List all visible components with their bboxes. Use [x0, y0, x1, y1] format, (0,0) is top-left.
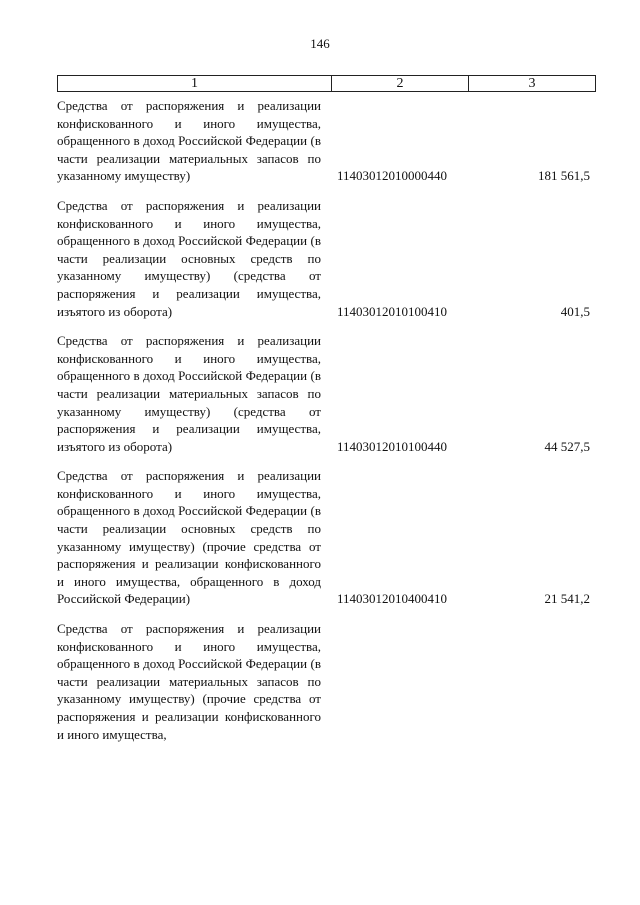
row-description: Средства от распоряжения и реализации конфискованного и иного имущества, обращенного в доход Российской Федерации (в части реализации материальных запасов по указанному имуществу): [57, 98, 321, 184]
row-amount: 21 541,2: [544, 591, 590, 607]
table-row: [57, 332, 596, 455]
table-body: [57, 97, 596, 755]
table-row: [57, 467, 596, 608]
row-code: 11403012010400410: [337, 591, 448, 607]
row-amount: 401,5: [560, 303, 590, 319]
table-header: [57, 75, 596, 92]
row-description: Средства от распоряжения и реализации конфискованного и иного имущества, обращенного в доход Российской Федерации (в части реализации основных средств по указанному имуществу) (средства от распоряжения и реализации имущества, изъятого из оборота): [57, 197, 321, 319]
row-code: 11403012010100410: [337, 303, 448, 319]
row-amount: 181 561,5: [538, 168, 590, 184]
row-code: 11403012010100440: [337, 438, 448, 454]
header-col-1: 1: [58, 76, 332, 91]
row-code: 11403012010000440: [337, 168, 448, 184]
page-number: 146: [310, 36, 330, 51]
header-col-3: 3: [528, 75, 536, 91]
table-row: [57, 620, 596, 743]
row-description: Средства от распоряжения и реализации конфискованного и иного имущества, обращенного в доход Российской Федерации (в части реализации материальных запасов по указанному имуществу) (прочие средства от распоряжения и реализации конфискованного и иного имущества,: [57, 621, 321, 742]
row-description: Средства от распоряжения и реализации конфискованного и иного имущества, обращенного в доход Российской Федерации (в части реализации материальных запасов по указанному имуществу) (средства от распоряжения и реализации имущества, изъятого из оборота): [57, 333, 321, 454]
row-amount: 44 527,5: [544, 438, 590, 454]
table-row: [57, 97, 596, 185]
header-col-2: 2: [332, 76, 469, 91]
table-row: [57, 197, 596, 320]
row-description: Средства от распоряжения и реализации конфискованного и иного имущества, обращенного в доход Российской Федерации (в части реализации основных средств по указанному имуществу) (прочие средства от распоряжения и реализации конфискованного и иного имущества, обращенного в доход Российской Федерации): [57, 468, 321, 607]
